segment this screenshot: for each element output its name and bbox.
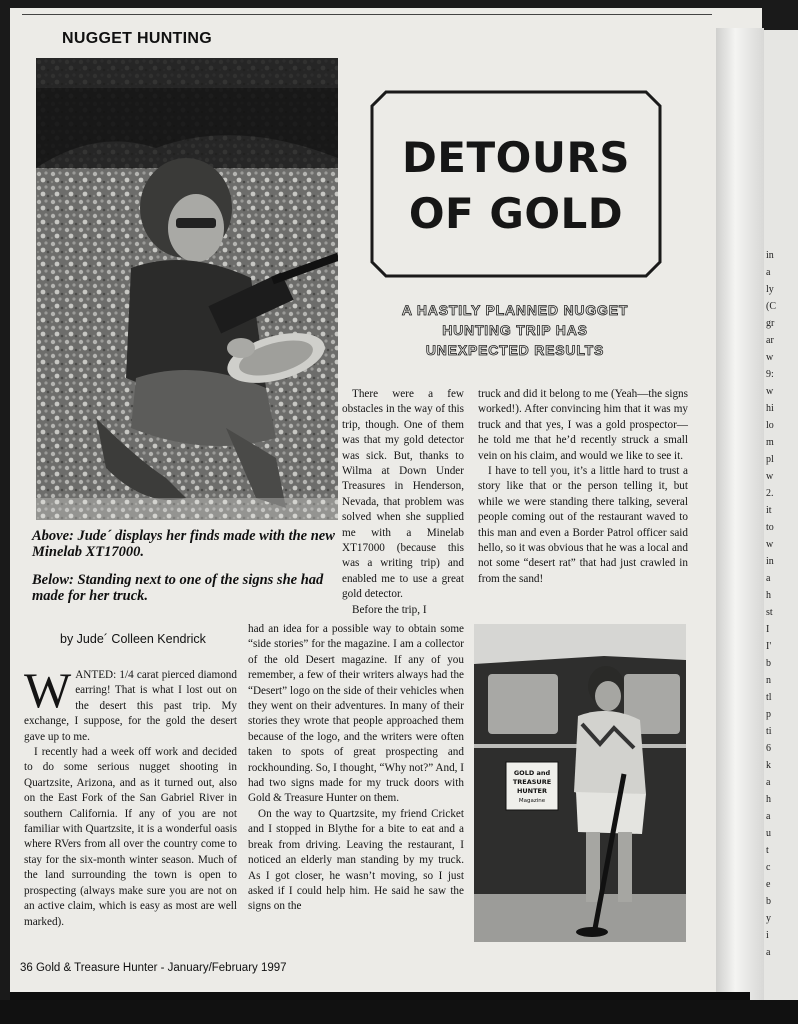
- article-paragraph: had an idea for a possible way to obtain some “side stories” for the magazine. I am a collector of the old Desert magazine. If any of you remember, a few of their writers always had the “Desert” logo on the side of their vehicles when they went on their adventures. In many of their stories they wrote that people approached them because of the logo, and the writers were often taken to spots of great prospecting and rockhounding. So, I thought, “Why not?” And, I had two signs made for my truck doors with Gold & Treasure Hunter on them.: [248, 623, 464, 805]
- facing-page-fragment: pl: [766, 454, 774, 465]
- facing-page-edge: [764, 30, 798, 1005]
- facing-page-fragment: tl: [766, 692, 772, 703]
- title-line-1: DETOURS: [401, 133, 631, 182]
- facing-page-fragment: h: [766, 794, 771, 805]
- facing-page-fragment: u: [766, 828, 771, 839]
- facing-page-fragment: m: [766, 437, 774, 448]
- scan-bottom-edge: [0, 1000, 798, 1024]
- facing-page-fragment: a: [766, 267, 771, 278]
- article-column-1: [24, 662, 237, 930]
- facing-page-fragment: i: [766, 930, 769, 941]
- deck-line-2: HUNTING TRIP HAS: [442, 322, 588, 338]
- title-line-2: OF GOLD: [408, 189, 624, 238]
- article-column-2-top: [342, 387, 464, 618]
- facing-page-fragment: I': [766, 641, 772, 652]
- sign-line-4: Magazine: [518, 798, 546, 804]
- facing-page-fragment: ti: [766, 726, 772, 737]
- facing-page-fragment: 2.: [766, 488, 774, 499]
- facing-page-fragment: gr: [766, 318, 775, 329]
- article-paragraph: There were a few obstacles in the way of this trip, though. One of them was that my gold detector was sick. But, thanks to Wilma at Down Under Treasures in Henderson, Nevada, that problem was solved when she supplied me with a Minelab XT17000 (because this was a writing trip) and enabled me to use a great gold detector.: [342, 388, 464, 601]
- sign-line-1: GOLD and: [513, 769, 551, 777]
- facing-page-fragment: b: [766, 658, 771, 669]
- facing-page-fragment: k: [766, 760, 771, 771]
- facing-page-fragment: hi: [766, 403, 774, 414]
- facing-page-fragment: t: [766, 845, 769, 856]
- facing-page-fragment: w: [766, 539, 774, 550]
- sign-line-3: HUNTER: [516, 787, 548, 795]
- byline: by Jude´ Colleen Kendrick: [60, 632, 206, 646]
- photo-jude-with-finds: [36, 58, 338, 520]
- article-title: [370, 130, 662, 242]
- facing-page-fragment: ar: [766, 335, 774, 346]
- facing-page-fragment: in: [766, 250, 774, 261]
- facing-page-fragment: h: [766, 590, 771, 601]
- facing-page-fragment: lo: [766, 420, 774, 431]
- photo-jude-by-truck: [474, 624, 686, 942]
- facing-page-fragment: in: [766, 556, 774, 567]
- facing-page-fragment: 6: [766, 743, 771, 754]
- facing-page-fragment: w: [766, 386, 774, 397]
- facing-page-fragment: y: [766, 913, 771, 924]
- facing-page-fragment: a: [766, 811, 771, 822]
- facing-page-fragment: w: [766, 471, 774, 482]
- deck-line-3: UNEXPECTED RESULTS: [425, 342, 605, 358]
- facing-page-fragment: e: [766, 879, 771, 890]
- section-label: NUGGET HUNTING: [62, 30, 212, 47]
- page-footer: 36 Gold & Treasure Hunter - January/February 1997: [20, 962, 287, 974]
- facing-page-fragment: to: [766, 522, 774, 533]
- article-paragraph: truck and did it belong to me (Yeah—the signs worked!). After convincing him that it was my truck and that yes, I was a gold prospector—he told me that he’d recently struck a small vein on his claim, and would we like to see it.: [478, 388, 688, 462]
- title-box: [370, 90, 662, 278]
- facing-page-fragment: c: [766, 862, 771, 873]
- top-rule: [22, 14, 712, 15]
- article-paragraph: WANTED: 1/4 carat pierced diamond earring! That is what I lost out on the desert this past trip. My exchange, I suppose, for the gold the desert gave up to me.: [24, 662, 237, 743]
- facing-page-fragment: it: [766, 505, 772, 516]
- facing-page-fragment: w: [766, 352, 774, 363]
- page-binding-gutter: [716, 28, 764, 1000]
- article-paragraph: I recently had a week off work and decided to do some serious nugget shooting in Quartzsite, Arizona, and as it turned out, also on the East Fork of the San Gabriel River in southern California. If any of you are not familiar with Quartzsite, it is a wonderful oasis where RVers from all over the country come to stay for the six-month winter season. Much of the land surrounding the town is open to prospecting (always make sure you are not on an active claim, which is easy as most are well marked).: [24, 746, 237, 928]
- article-column-3: [478, 387, 688, 587]
- sign-line-2: TREASURE: [512, 778, 552, 786]
- article-paragraph: On the way to Quartzsite, my friend Cricket and I stopped in Blythe for a bite to eat and a break from driving. Leaving the restaurant, I noticed an elderly man standing by my truck. As I got closer, he wasn’t moving, so I just asked if I could help him. He said he saw the signs on the: [248, 807, 464, 913]
- facing-page-fragment: p: [766, 709, 771, 720]
- facing-page-fragment: st: [766, 607, 773, 618]
- facing-page-fragment: I: [766, 624, 770, 635]
- facing-page-fragment: a: [766, 573, 771, 584]
- article-paragraph: Before the trip, I: [352, 603, 427, 616]
- facing-page-fragment: a: [766, 947, 771, 958]
- article-deck: [380, 300, 650, 360]
- facing-page-fragment: a: [766, 777, 771, 788]
- deck-line-1: A HASTILY PLANNED NUGGET: [401, 302, 629, 318]
- article-column-2-bottom: [248, 622, 464, 915]
- facing-page-fragment: 9:: [766, 369, 774, 380]
- caption-below: Below: Standing next to one of the signs she had made for her truck.: [32, 572, 324, 604]
- drop-cap: W: [24, 662, 72, 718]
- facing-page-fragment: ly: [766, 284, 774, 295]
- facing-page-fragment: n: [766, 675, 771, 686]
- caption-above: Above: Jude´ displays her finds made with the new Minelab XT17000.: [32, 528, 335, 560]
- facing-page-fragment: b: [766, 896, 771, 907]
- article-paragraph: I have to tell you, it’s a little hard to trust a story like that or the person telling it, but while we were standing there talking, several people coming out of the restaurant waved to this man and even a Border Patrol officer said hello, so it was obvious that he was a local and not some “desert rat” that had just crawled in from the sand!: [478, 465, 688, 585]
- facing-page-fragment: (C: [766, 301, 776, 312]
